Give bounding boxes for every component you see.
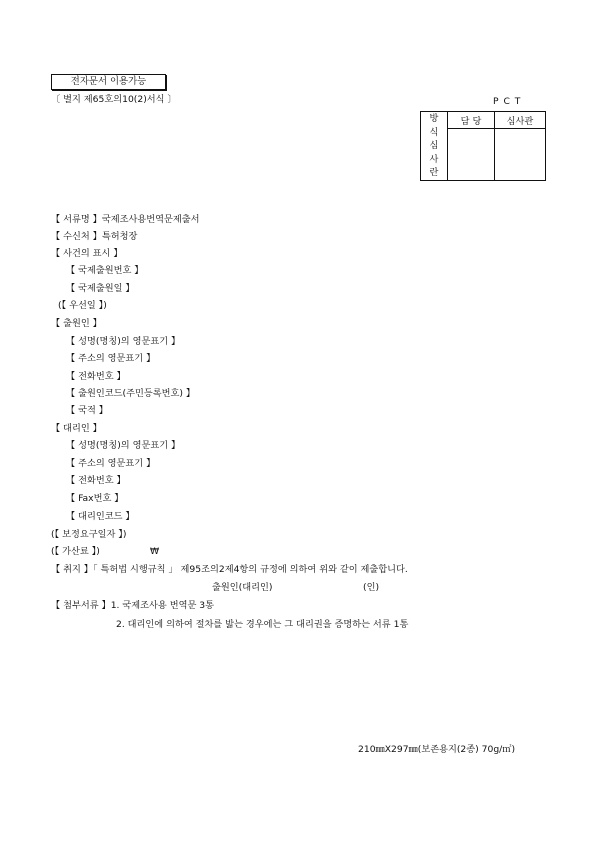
form-field-line: 【 Fax번호 】 — [66, 493, 124, 504]
form-field-line: 출원인(대리인) — [212, 582, 273, 593]
review-cell-examiner[interactable] — [495, 129, 546, 181]
form-field-line: ₩ — [150, 546, 160, 557]
review-side-char: 심 — [429, 140, 439, 151]
form-field-line: (【 가산료 】) — [51, 546, 100, 557]
form-field-line: 2. 대리인에 의하여 절차를 밟는 경우에는 그 대리권을 증명하는 서류 1통 — [116, 619, 409, 630]
form-field-line: 【 사건의 표시 】 — [51, 248, 123, 259]
form-field-line: 【 국제출원일 】 — [66, 283, 135, 294]
form-field-line: (【 보정요구일자 】) — [51, 529, 127, 540]
form-field-line: 【 첨부서류 】1. 국제조사용 번역문 3통 — [51, 600, 214, 611]
form-field-line: 【 전화번호 】 — [66, 475, 126, 486]
form-field-line: 【 출원인 】 — [51, 318, 102, 329]
form-field-line: 【 취지 】「 특허법 시행규칙 」 제95조의2제4항의 규정에 의하여 위와 같이 제출합니다. — [51, 564, 408, 575]
review-cell-officer[interactable] — [448, 129, 495, 181]
form-field-line: (【 우선일 】) — [58, 300, 107, 311]
form-field-line: 【 주소의 영문표기 】 — [66, 353, 156, 364]
review-side-char: 방 — [429, 113, 439, 124]
review-side-char: 란 — [429, 167, 439, 178]
form-field-line: 【 주소의 영문표기 】 — [66, 458, 156, 469]
form-field-line: 【 대리인코드 】 — [66, 511, 135, 522]
form-field-line: 【 국적 】 — [66, 405, 108, 416]
form-field-line: 【 국제출원번호 】 — [66, 265, 144, 276]
form-reference: 〔 별지 제65호의10(2)서식 〕 — [51, 94, 177, 105]
form-field-line: 【 전화번호 】 — [66, 371, 126, 382]
review-side-char: 식 — [429, 126, 439, 138]
review-box — [420, 111, 546, 181]
review-side-label — [421, 112, 448, 181]
form-field-line: 【 대리인 】 — [51, 423, 102, 434]
form-field-line: 【 출원인코드(주민등록번호) 】 — [66, 388, 196, 399]
paper-spec: 210㎜X297㎜(보존용지(2종) 70g/㎡) — [358, 744, 516, 755]
review-col-examiner: 심사관 — [495, 112, 546, 129]
pct-label: P C T — [493, 96, 522, 107]
form-field-line: 【 서류명 】국제조사용번역문제출서 — [51, 214, 200, 225]
form-field-line: (인) — [363, 582, 380, 593]
form-field-line: 【 성명(명칭)의 영문표기 】 — [66, 440, 181, 451]
electronic-document-badge: 전자문서 이용가능 — [51, 74, 166, 90]
review-side-char: 사 — [429, 153, 439, 165]
review-col-officer: 담 당 — [448, 112, 495, 129]
form-field-line: 【 성명(명칭)의 영문표기 】 — [66, 336, 181, 347]
form-field-line: 【 수신처 】특허청장 — [51, 231, 138, 242]
